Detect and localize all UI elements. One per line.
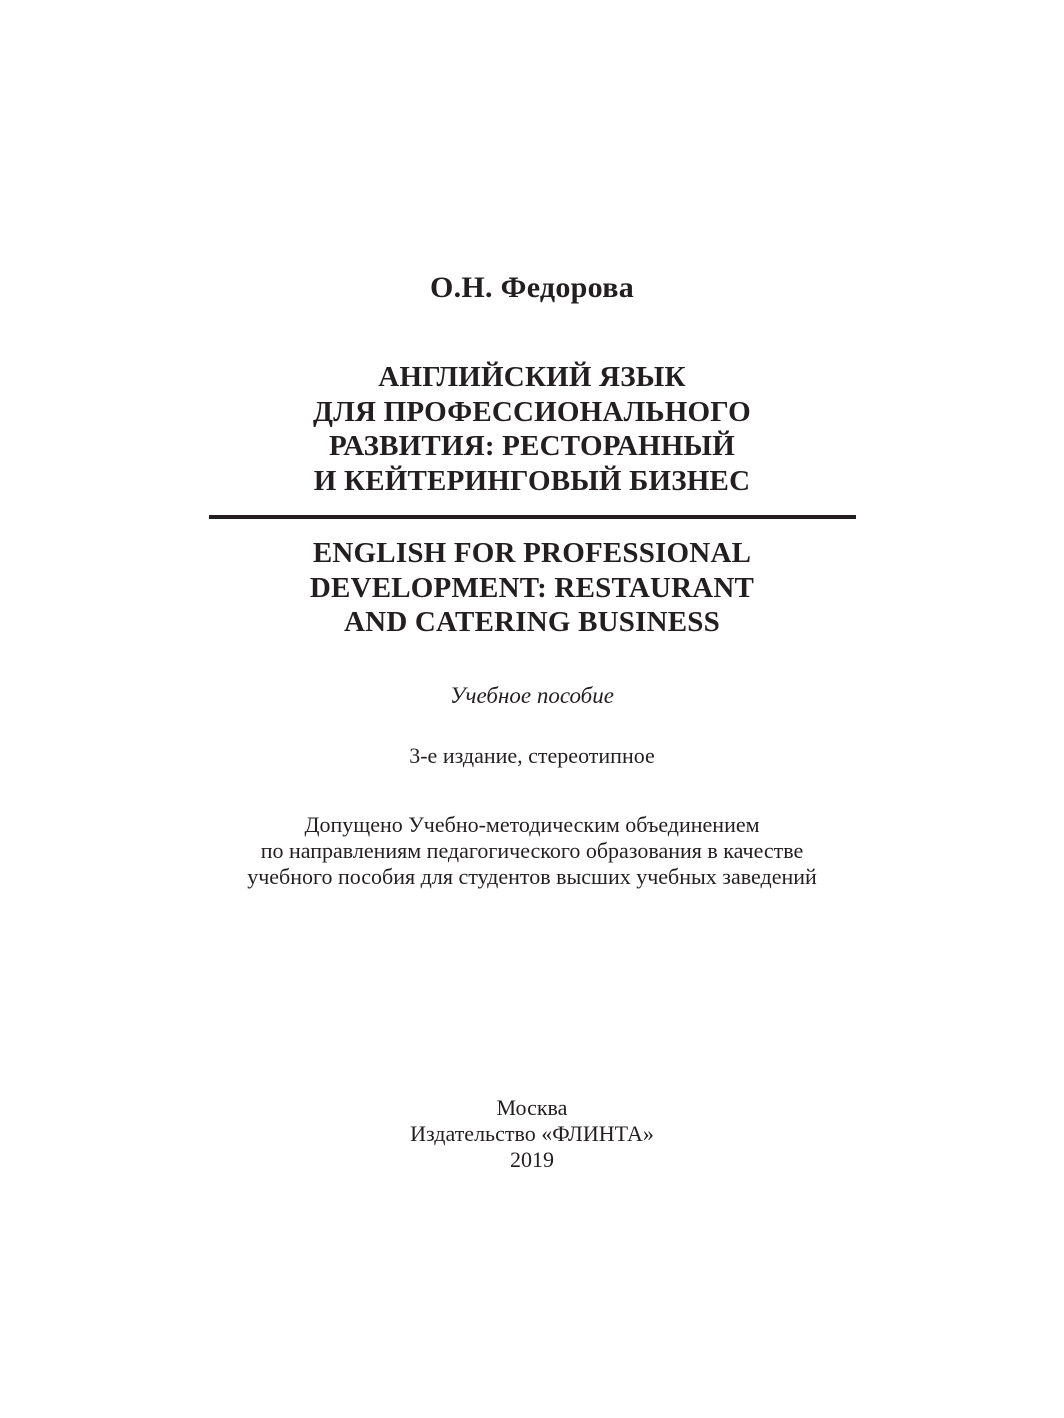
imprint-publisher: Издательство «ФЛИНТА» [410, 1121, 654, 1146]
approval-line: по направлениям педагогического образования в качестве [260, 838, 804, 863]
title-english-line: ENGLISH FOR PROFESSIONAL [312, 537, 752, 569]
title-english-line: DEVELOPMENT: RESTAURANT [309, 571, 755, 604]
title-russian-line: АНГЛИЙСКИЙ ЯЗЫК [378, 361, 686, 393]
imprint-year: 2019 [510, 1147, 554, 1172]
title-russian [0, 360, 1064, 498]
imprint-city: Москва [496, 1095, 568, 1120]
title-divider [209, 515, 856, 519]
title-russian-line: И КЕЙТЕРИНГОВЫЙ БИЗНЕС [313, 464, 751, 497]
edition-note: 3-е издание, стереотипное [409, 743, 655, 768]
title-english-line: AND CATERING BUSINESS [344, 606, 720, 638]
approval-statement [0, 812, 1064, 890]
author-name: О.Н. Федорова [429, 271, 635, 304]
publication-genre: Учебное пособие [450, 683, 614, 708]
imprint [0, 1095, 1064, 1173]
approval-line: учебного пособия для студентов высших учебных заведений [247, 864, 817, 889]
title-russian-line: РАЗВИТИЯ: РЕСТОРАННЫЙ [329, 430, 735, 462]
title-russian-line: ДЛЯ ПРОФЕССИОНАЛЬНОГО [313, 395, 751, 428]
approval-line: Допущено Учебно-методическим объединением [304, 812, 760, 837]
title-english [0, 536, 1064, 640]
